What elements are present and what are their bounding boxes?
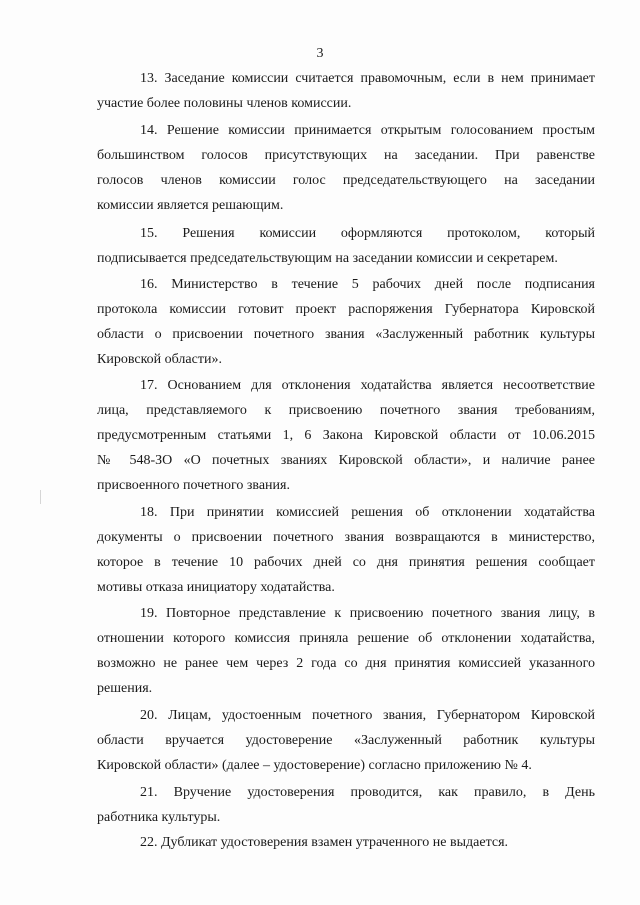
paragraph-line: 18. При принятии комиссией решения об отклонении ходатайства [140,505,595,520]
paragraph-13 [97,66,595,116]
paragraph-20 [97,703,595,778]
paragraph-line: голосов членов комиссии голос председательствующего на заседании [97,173,595,188]
paragraph-line: 17. Основанием для отклонения ходатайства является несоответствие [140,378,595,393]
paragraph-21 [97,780,595,830]
paragraph-line: Кировской области». [97,352,222,367]
paragraph-line: комиссии является решающим. [97,198,284,213]
paragraph-line: 22. Дубликат удостоверения взамен утраченного не выдается. [140,835,509,850]
paragraph-line: предусмотренным статьями 1, 6 Закона Кировской области от 10.06.2015 [97,428,595,443]
paragraph-line: области вручается удостоверение «Заслуженный работник культуры [97,733,595,748]
paragraph-line: 14. Решение комиссии принимается открытым голосованием простым [140,123,595,138]
paragraph-line: области о присвоении почетного звания «Заслуженный работник культуры [97,327,595,342]
paragraph-line: 21. Вручение удостоверения проводится, как правило, в День [140,785,595,800]
paragraph-line: работника культуры. [97,810,221,825]
paragraph-line: мотивы отказа инициатору ходатайства. [97,580,335,595]
page-number: 3 [316,46,324,61]
paragraph-19 [97,601,595,701]
paragraph-line: 15. Решения комиссии оформляются протоколом, который [140,226,595,241]
paragraph-line: решения. [97,681,153,696]
paragraph-line: протокола комиссии готовит проект распоряжения Губернатора Кировской [97,302,595,317]
paragraph-line: участие более половины членов комиссии. [97,96,352,111]
paragraph-line: лица, представляемого к присвоению почетного звания требованиям, [97,403,595,418]
paragraph-18 [97,500,595,600]
paragraph-line: которое в течение 10 рабочих дней со дня принятия решения сообщает [97,555,595,570]
paragraph-line: 19. Повторное представление к присвоению почетного звания лицу, в [140,606,595,621]
paragraph-line: присвоенного почетного звания. [97,478,290,493]
paragraph-line: отношении которого комиссия приняла решение об отклонении ходатайства, [97,631,595,646]
paragraph-14 [97,118,595,218]
paragraph-line: 13. Заседание комиссии считается правомочным, если в нем принимает [140,71,595,86]
paragraph-line: большинством голосов присутствующих на заседании. При равенстве [97,148,595,163]
paragraph-line: Кировской области» (далее – удостоверение) согласно приложению № 4. [97,758,532,773]
paragraph-line: возможно не ранее чем через 2 года со дня принятия комиссией указанного [97,656,595,671]
paragraph-15 [97,221,595,271]
paragraph-17 [97,373,595,498]
paragraph-line: 20. Лицам, удостоенным почетного звания, Губернатором Кировской [140,708,595,723]
scan-artifact [40,490,41,504]
paragraph-22 [97,830,595,855]
paragraph-line: № 548-ЗО «О почетных званиях Кировской области», и наличие ранее [97,453,595,468]
paragraph-16 [97,272,595,372]
paragraph-line: документы о присвоении почетного звания возвращаются в министерство, [97,530,595,545]
paragraph-line: подписывается председательствующим на заседании комиссии и секретарем. [97,251,558,266]
paragraph-line: 16. Министерство в течение 5 рабочих дней после подписания [140,277,595,292]
